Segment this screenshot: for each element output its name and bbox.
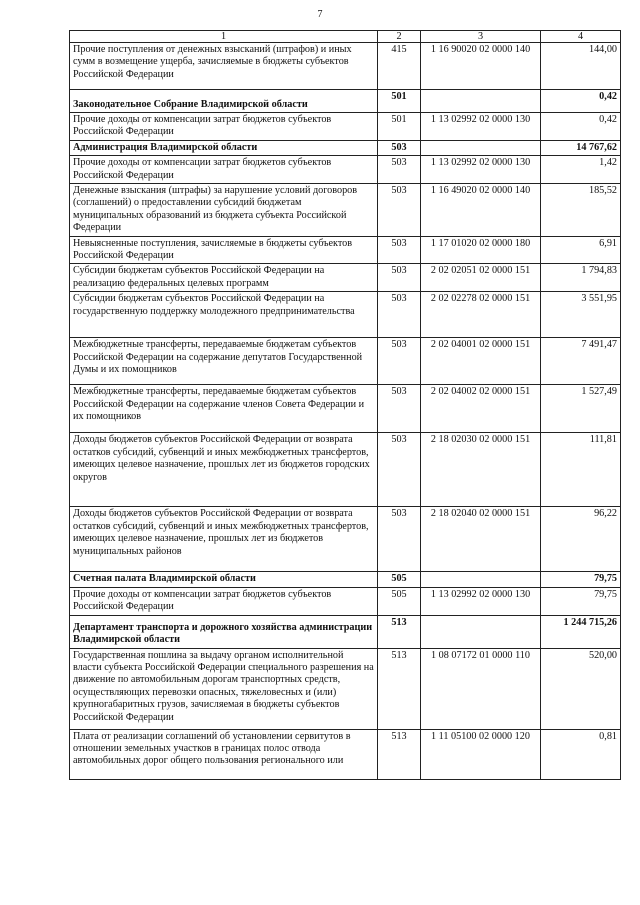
row-name: Прочие доходы от компенсации затрат бюджетов субъектов Российской Федерации bbox=[70, 587, 378, 615]
row-budget-code: 2 02 02051 02 0000 151 bbox=[421, 264, 541, 292]
row-admin-code: 503 bbox=[378, 140, 421, 155]
section-row bbox=[70, 572, 621, 587]
row-admin-code: 415 bbox=[378, 43, 421, 90]
row-admin-code: 505 bbox=[378, 587, 421, 615]
row-budget-code bbox=[421, 572, 541, 587]
column-header: 4 bbox=[541, 31, 621, 43]
column-header: 2 bbox=[378, 31, 421, 43]
section-row bbox=[70, 90, 621, 113]
row-amount: 79,75 bbox=[541, 587, 621, 615]
row-name: Счетная палата Владимирской области bbox=[70, 572, 378, 587]
row-admin-code: 503 bbox=[378, 338, 421, 385]
column-header: 3 bbox=[421, 31, 541, 43]
row-amount: 7 491,47 bbox=[541, 338, 621, 385]
table-row bbox=[70, 292, 621, 338]
row-budget-code bbox=[421, 615, 541, 648]
table-row bbox=[70, 729, 621, 779]
table-row bbox=[70, 507, 621, 572]
row-amount: 185,52 bbox=[541, 184, 621, 237]
row-name: Прочие доходы от компенсации затрат бюджетов субъектов Российской Федерации bbox=[70, 156, 378, 184]
row-admin-code: 503 bbox=[378, 433, 421, 507]
row-name: Администрация Владимирской области bbox=[70, 140, 378, 155]
row-admin-code: 513 bbox=[378, 729, 421, 779]
row-budget-code bbox=[421, 140, 541, 155]
row-amount: 6,91 bbox=[541, 236, 621, 264]
row-admin-code: 503 bbox=[378, 236, 421, 264]
revenue-table bbox=[69, 30, 621, 780]
row-amount: 1 527,49 bbox=[541, 385, 621, 433]
row-budget-code: 2 02 02278 02 0000 151 bbox=[421, 292, 541, 338]
row-budget-code: 1 16 90020 02 0000 140 bbox=[421, 43, 541, 90]
row-admin-code: 513 bbox=[378, 615, 421, 648]
column-header: 1 bbox=[70, 31, 378, 43]
page-number: 7 bbox=[317, 9, 323, 20]
row-amount: 0,81 bbox=[541, 729, 621, 779]
row-budget-code: 1 16 49020 02 0000 140 bbox=[421, 184, 541, 237]
row-name: Департамент транспорта и дорожного хозяйства администрации Владимирской области bbox=[70, 615, 378, 648]
row-admin-code: 505 bbox=[378, 572, 421, 587]
row-amount: 14 767,62 bbox=[541, 140, 621, 155]
row-name: Государственная пошлина за выдачу органом исполнительной власти субъекта Российской Федерации специального разрешения на движение по автомобильным дорогам транспортных средств, осуществляющих перевозки опасных, тяжеловесных и (или) крупногабаритных грузов, зачисляемая в бюджеты субъектов Российской Федерации bbox=[70, 648, 378, 729]
table-row bbox=[70, 433, 621, 507]
section-row bbox=[70, 615, 621, 648]
row-amount: 3 551,95 bbox=[541, 292, 621, 338]
row-budget-code: 1 13 02992 02 0000 130 bbox=[421, 113, 541, 141]
table-row bbox=[70, 43, 621, 90]
row-amount: 144,00 bbox=[541, 43, 621, 90]
row-name: Субсидии бюджетам субъектов Российской Федерации на реализацию федеральных целевых программ bbox=[70, 264, 378, 292]
row-name: Прочие поступления от денежных взысканий (штрафов) и иных сумм в возмещение ущерба, зачисляемые в бюджеты субъектов Российской Федерации bbox=[70, 43, 378, 90]
row-amount: 0,42 bbox=[541, 90, 621, 113]
row-admin-code: 503 bbox=[378, 184, 421, 237]
row-admin-code: 503 bbox=[378, 507, 421, 572]
row-name: Законодательное Собрание Владимирской области bbox=[70, 90, 378, 113]
table-row bbox=[70, 385, 621, 433]
row-budget-code: 1 17 01020 02 0000 180 bbox=[421, 236, 541, 264]
table-row bbox=[70, 184, 621, 237]
row-name: Невыясненные поступления, зачисляемые в бюджеты субъектов Российской Федерации bbox=[70, 236, 378, 264]
row-name: Доходы бюджетов субъектов Российской Федерации от возврата остатков субсидий, субвенций и иных межбюджетных трансфертов, имеющих целевое назначение, прошлых лет из бюджетов муниципальных районов bbox=[70, 507, 378, 572]
table-row bbox=[70, 264, 621, 292]
row-amount: 96,22 bbox=[541, 507, 621, 572]
row-budget-code: 1 11 05100 02 0000 120 bbox=[421, 729, 541, 779]
row-budget-code: 2 18 02030 02 0000 151 bbox=[421, 433, 541, 507]
row-name: Доходы бюджетов субъектов Российской Федерации от возврата остатков субсидий, субвенций и иных межбюджетных трансфертов, имеющих целевое назначение, прошлых лет из бюджетов городских округов bbox=[70, 433, 378, 507]
table-row bbox=[70, 587, 621, 615]
table-row bbox=[70, 236, 621, 264]
row-name: Субсидии бюджетам субъектов Российской Федерации на государственную поддержку молодежного предпринимательства bbox=[70, 292, 378, 338]
row-admin-code: 503 bbox=[378, 292, 421, 338]
row-amount: 520,00 bbox=[541, 648, 621, 729]
row-name: Межбюджетные трансферты, передаваемые бюджетам субъектов Российской Федерации на содержание депутатов Государственной Думы и их помощников bbox=[70, 338, 378, 385]
row-name: Денежные взыскания (штрафы) за нарушение условий договоров (соглашений) о предоставлении субсидий бюджетам муниципальных образований из бюджета субъекта Российской Федерации bbox=[70, 184, 378, 237]
row-admin-code: 501 bbox=[378, 113, 421, 141]
row-amount: 1 244 715,26 bbox=[541, 615, 621, 648]
table-row bbox=[70, 156, 621, 184]
row-budget-code: 2 02 04001 02 0000 151 bbox=[421, 338, 541, 385]
row-admin-code: 503 bbox=[378, 156, 421, 184]
row-budget-code bbox=[421, 90, 541, 113]
table-row bbox=[70, 338, 621, 385]
row-name: Плата от реализации соглашений об установлении сервитутов в отношении земельных участков в границах полос отвода автомобильных дорог общего пользования регионального или bbox=[70, 729, 378, 779]
row-budget-code: 2 02 04002 02 0000 151 bbox=[421, 385, 541, 433]
row-budget-code: 1 13 02992 02 0000 130 bbox=[421, 587, 541, 615]
row-name: Прочие доходы от компенсации затрат бюджетов субъектов Российской Федерации bbox=[70, 113, 378, 141]
row-admin-code: 503 bbox=[378, 385, 421, 433]
row-budget-code: 1 13 02992 02 0000 130 bbox=[421, 156, 541, 184]
row-amount: 111,81 bbox=[541, 433, 621, 507]
row-admin-code: 501 bbox=[378, 90, 421, 113]
table-row bbox=[70, 113, 621, 141]
row-budget-code: 1 08 07172 01 0000 110 bbox=[421, 648, 541, 729]
table-row bbox=[70, 648, 621, 729]
row-budget-code: 2 18 02040 02 0000 151 bbox=[421, 507, 541, 572]
row-amount: 0,42 bbox=[541, 113, 621, 141]
row-admin-code: 513 bbox=[378, 648, 421, 729]
row-amount: 79,75 bbox=[541, 572, 621, 587]
row-admin-code: 503 bbox=[378, 264, 421, 292]
row-name: Межбюджетные трансферты, передаваемые бюджетам субъектов Российской Федерации на содержание членов Совета Федерации и их помощников bbox=[70, 385, 378, 433]
column-number-row bbox=[70, 31, 621, 43]
row-amount: 1,42 bbox=[541, 156, 621, 184]
row-amount: 1 794,83 bbox=[541, 264, 621, 292]
section-row bbox=[70, 140, 621, 155]
